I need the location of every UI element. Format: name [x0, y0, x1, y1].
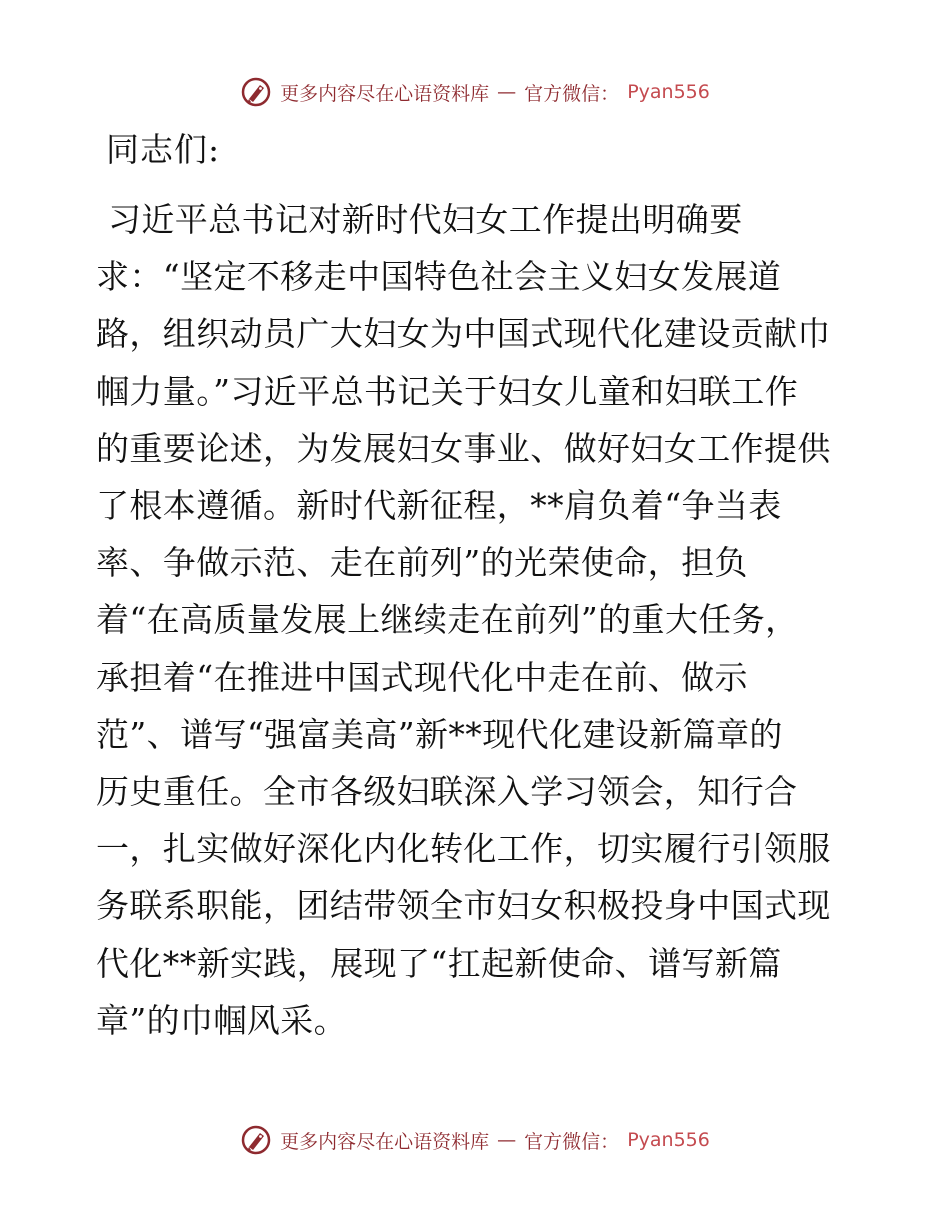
pen-nib-logo-icon	[240, 1124, 272, 1156]
banner-wechat-id: Pyan556	[627, 1129, 710, 1151]
salutation: 同志们:	[106, 130, 221, 169]
banner-official-label: 官方微信：	[524, 1130, 620, 1153]
banner-text: 更多内容尽在心语资料库	[280, 1130, 490, 1153]
banner-dash: —	[497, 1129, 517, 1151]
banner-dash: —	[497, 81, 517, 103]
paragraph-line: 路，组织动员广大妇女为中国式现代化建设贡献巾	[96, 314, 831, 354]
banner-wechat-id: Pyan556	[627, 81, 710, 103]
paragraph-line: 率、争做示范、走在前列”的光荣使命，担负	[96, 543, 748, 583]
footer-watermark-banner	[0, 1120, 950, 1160]
paragraph-line: 务联系职能，团结带领全市妇女积极投身中国式现	[96, 886, 831, 926]
body-paragraph	[96, 191, 856, 1049]
paragraph-line: 代化**新实践，展现了“扛起新使命、谱写新篇	[96, 943, 782, 983]
paragraph-line: 历史重任。全市各级妇联深入学习领会，知行合	[96, 772, 798, 812]
paragraph-line: 一，扎实做好深化内化转化工作，切实履行引领服	[96, 829, 831, 869]
paragraph-line: 范”、谱写“强富美高”新**现代化建设新篇章的	[96, 714, 783, 754]
paragraph-line: 着“在高质量发展上继续走在前列”的重大任务，	[96, 600, 799, 640]
paragraph-line: 章”的巾帼风采。	[96, 1000, 348, 1040]
pen-nib-logo-icon	[240, 76, 272, 108]
header-watermark-banner	[0, 72, 950, 112]
paragraph-line: 求：“坚定不移走中国特色社会主义妇女发展道	[96, 257, 782, 297]
paragraph-line: 了根本遵循。新时代新征程，**肩负着“争当表	[96, 486, 782, 526]
paragraph-line: 承担着“在推进中国式现代化中走在前、做示	[96, 657, 748, 697]
banner-text: 更多内容尽在心语资料库	[280, 82, 490, 105]
paragraph-line: 习近平总书记对新时代妇女工作提出明确要	[108, 200, 743, 239]
banner-official-label: 官方微信：	[524, 82, 620, 105]
paragraph-line: 的重要论述，为发展妇女事业、做好妇女工作提供	[96, 428, 831, 468]
paragraph-line: 帼力量。”习近平总书记关于妇女儿童和妇联工作	[96, 371, 799, 411]
